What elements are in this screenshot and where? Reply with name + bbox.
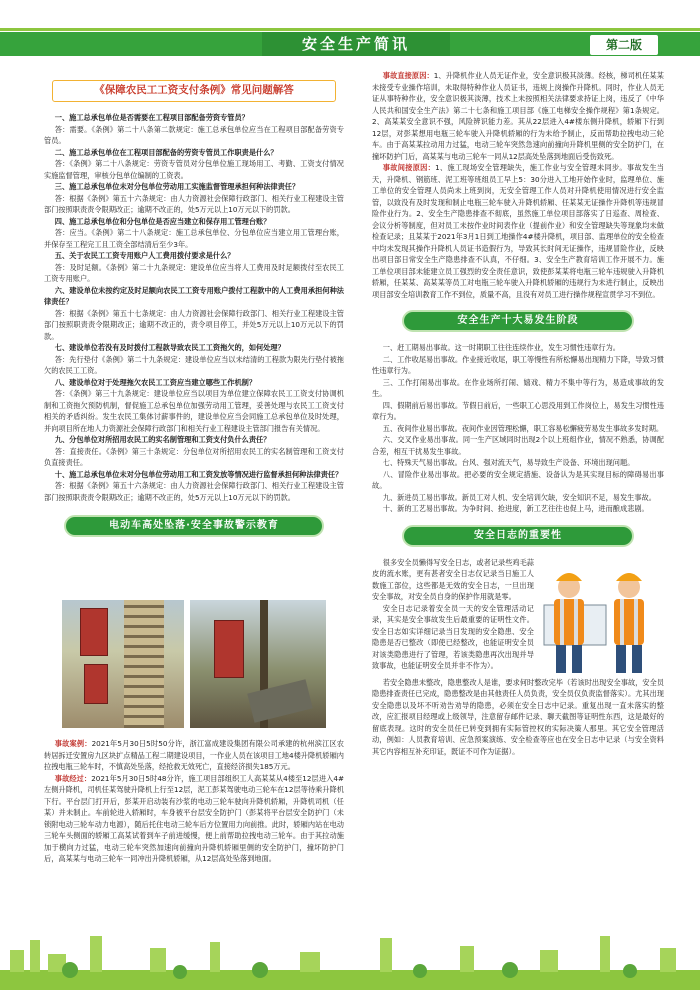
construction-workers-icon	[534, 557, 664, 677]
log-top	[372, 557, 664, 677]
stages-banner-title: 安全生产十大易发生阶段	[457, 315, 579, 327]
qa-question: 五、关于农民工工资专用账户人工费用拨付要求是什么？	[54, 251, 235, 260]
qa-answer: 答：先行垫付《条例》第二十九条规定：建设单位应当以未结清的工程款为限先行垫付被拖欠的农民工工资。	[44, 354, 344, 375]
city-skyline-footer	[0, 930, 700, 990]
stage-item: 二、工作收尾易出事故。作业接近收尾，职工等慢性有所松懈易出现精力下降，导致习惯性违章行为。	[372, 354, 664, 375]
qa-answer: 答：《条例》第三十九条规定：建设单位应当以项目为单位建立保障农民工工资支付协调机制和工资拖欠预防机制，督促施工总承包单位加强劳动用工管理，妥善处理与农民工工资支付相关的矛盾纠纷。发生农民工集体讨薪事件的，建设单位应当会同施工总承包单位及时处理，并向项目所在地人力资源社会保障行政部门和相关行业工程建设主管部门报告有关情况。	[44, 389, 344, 433]
case-overview-text: 2021年5月30日5时50分许，浙江富成建设集团有限公司承建的杭州滨江区农转居拆迁安置房九区块扩点精品工程二期建设项目，一作业人员在该项目工地4楼升降机轿厢内拉拽电瓶三轮车时，不慎高处坠落，经抢救无效死亡，直接经济损失185万元。	[44, 739, 344, 771]
qa-banner-title: 《保障农民工工资支付条例》常见问题解答	[94, 84, 294, 97]
qa-question: 七、建设单位若没有及时拨付工程款导致农民工工资拖欠的，如何处理？	[54, 343, 285, 352]
qa-question: 四、施工总承包单位和分包单位是否应当建立和保存用工管理台账？	[54, 216, 271, 226]
stage-item: 八、冒险作业易出事故。把必要的安全规定措施、设备认为是其实现目标的障碍易出事故。	[372, 469, 664, 490]
edition-label: 第二版	[590, 35, 658, 55]
qa-answer: 答：直接责任。《条例》第三十条规定：分包单位对所招用农民工的实名制管理和工资支付负直接责任。	[44, 446, 344, 467]
qa-question: 八、建设单位对于处理拖欠农民工工资应当建立哪些工作机制？	[54, 377, 257, 387]
qa-question: 二、施工总承包单位在工程项目部配备的劳资专管员工作职责是什么？	[54, 147, 278, 157]
qa-answer: 答：应当。《条例》第二十八条规定：施工总承包单位、分包单位应当建立用工管理台账，并保存至工程完工且工资全部结清后至少3年。	[44, 228, 344, 249]
log-para-3: 若安全隐患未整改，隐患整改人是谁，要求何时整改完毕（若该时出现安全事故，安全员隐患排查责任已完成，隐患整改是由其他责任人员负责，安全员仅负责监督落实）。尤其出现安全隐患以及坏不听劝告劝导的隐患，必须在安全日志中记录。重复出现一直未落实的整改，应汇报项目经理或上级领导，注意留存邮件记录、聊天截图等证明性东西，这是最好的留底表现。这时的安全员任已转变到拥有实际管控权的实际决策人那里。其它安全管理活动，例如：人员教育培训、应急预案演练、安全检查等应也在安全日志中记录（与安全资料其它内容相互补充印证，既证不可作为证据）。	[372, 677, 664, 756]
indirect-cause-label: 事故间接原因：	[382, 163, 436, 172]
case-process	[44, 773, 344, 865]
case-overview-label: 事故案例：	[54, 739, 92, 748]
stage-item: 一、赶工期易出事故。这一时期职工往往连续作业，发生习惯性违章行为。	[382, 343, 620, 352]
log-text-top	[372, 557, 534, 677]
hoist-photo-1	[62, 600, 184, 728]
qa-answer: 答：根据《条例》第五十六条规定：由人力资源社会保障行政部门、相关行业工程建设主管部门按照职责责令限期改正；逾期不改正的，处5万元以上10万元以下的罚款。	[44, 481, 344, 502]
accident-photos	[44, 600, 344, 728]
stage-item: 五、夜间作业易出事故。夜间作业因管理松懈，职工容易松懈疲劳易发生事故多发时期。	[382, 423, 664, 433]
header-stripe	[0, 28, 700, 31]
qa-answer: 答：及时足额。《条例》第二十九条规定：建设单位应当将人工费用及时足额拨付至农民工工资专用账户。	[44, 262, 344, 283]
left-column	[44, 60, 344, 547]
workers-illustration	[534, 557, 664, 677]
stage-item: 四、假期前后易出事故。节假日前后，一些职工心思没用到工作岗位上，易发生习惯性违章行为。	[372, 400, 664, 421]
header-bar-left	[0, 32, 262, 56]
case-section	[44, 738, 344, 865]
qa-list	[44, 112, 344, 503]
indirect-cause	[372, 162, 664, 300]
qa-question: 三、施工总承包单位未对分包单位劳动用工实施监督管理承担何种法律责任？	[54, 182, 300, 191]
qa-question: 十、施工总承包单位未对分包单位劳动用工和工资发放等情况进行监督承担何种法律责任？	[54, 469, 343, 479]
qa-question: 六、建设单位未按约定及时足额向农民工工资专用账户拨付工程款中的人工费用承担何种法律责任？	[44, 285, 344, 306]
log-para-1: 很多安全员懒得写安全日志，或者记录些鸡毛蒜皮的流水账，更有甚者安全日志仅记录当日施工人数施工部位，这些都是无效的安全日志，一旦出现安全事故，对安全员自身的保护作用就是零。	[372, 557, 534, 601]
direct-cause-label: 事故直接原因：	[382, 71, 434, 80]
header	[0, 0, 700, 60]
case-overview	[44, 738, 344, 773]
log-banner	[402, 525, 634, 547]
qa-question: 九、分包单位对所招用农民工的实名制管理和工资支付负什么责任？	[54, 435, 271, 444]
newsletter-title: 安全生产简讯	[301, 35, 410, 53]
stage-item: 九、新进员工易出事故。新员工对人机、安全培训欠缺，安全知识不足，易发生事故。	[382, 492, 656, 502]
warning-banner	[64, 515, 324, 537]
case-process-label: 事故经过：	[54, 773, 92, 783]
qa-question: 一、施工总承包单位是否需要在工程项目部配备劳资专管员？	[54, 113, 249, 122]
stage-item: 十、新的工艺易出事故。为争时间、抢进度，新工艺往往也促上马，进而酿成悲剧。	[382, 504, 649, 513]
warning-banner-title: 电动车高处坠落·安全事故警示教育	[109, 520, 279, 532]
qa-banner	[52, 80, 336, 102]
stage-item: 七、特殊天气易出事故。台风、强对流天气，易导致生产设备、环境出现问题。	[382, 458, 635, 467]
log-para-2: 安全日志记录着安全员一天的安全管理活动记录，其实是安全事故发生后最重要的证明性文件。安全日志如实详细记录当日发现的安全隐患、安全隐患是否已整改（即使已经整改，也能证明安全员对该类隐患进行了管理，若该类隐患再次出现并导致事故，也能证明安全员并非不作为）。	[372, 603, 534, 670]
header-bar-right	[450, 32, 700, 56]
hoist-photo-2	[190, 600, 326, 728]
stage-item: 六、交叉作业易出事故。同一生产区域同时出现2个以上班组作业，情况不熟悉，协调配合差，相互干扰易发生事故。	[372, 435, 664, 456]
direct-cause	[372, 70, 664, 162]
log-banner-title: 安全日志的重要性	[474, 529, 562, 541]
qa-answer: 答：根据《条例》第五十七条规定：由人力资源社会保障行政部门、相关行业工程建设主管部门按照职责责令限期改正；逾期不改正的，责令项目停工，并处5万元以上10万元以下的罚款。	[44, 308, 344, 341]
qa-answer: 答：需要。《条例》第二十八条第二款规定：施工总承包单位应当在工程项目部配备劳资专管员。	[44, 124, 344, 145]
direct-cause-text: 1、升降机作业人员无证作业，安全意识极其淡薄。经核，梯司机任某某未接受专业操作培训，未取得特种作业人员证书，违规上岗操作升降机。同时，作业人员无证从事特种作业，安全意识极其淡薄，技术上未按照相关法律要求持证上岗，违反了《中华人民共和国安全生产法》第二十七条和施工项目部《施工电梯安全操作规程》第1条规定。2、高某某安全意识不强，风险辨识能力差。其从22层进入4#楼东侧升降机，轿厢下行到12层，对彭某想用电瓶三轮车驶入升降机轿厢的行为未给予制止，反而帮助拉拽电动三轮车。由于高某某拉动用力过猛，电动三轮车突然急速向前撞向升降机里侧的安全防护门，在撞坏防护门后，高某某与电动三轮车一同从12层高处坠落到地面后受伤致死。	[372, 71, 664, 161]
indirect-cause-text: 1、施工现场安全管理缺失，施工作业与安全管理未同步。事故发生当天，升降机、钢筋班、泥工班等班组员工早上5：30分进入工地开始作业时，监理单位、施工单位的安全管理人员尚未上班到岗，无安全管理工作人员对升降机使用情况进行安全监管，以致没有及时发现和制止电瓶三轮车驶入升降机轿厢、任某某无证操作升降机等违规冒险作业行为。2、安全生产隐患排查不彻底，虽然施工单位项目部落实了日巡查、周检查、会议分析等制度，但对员工未按作业时间表作业（提前作业）和安全管理缺失等现象均未做检查记录；且某某于2021年3月1日到工地操作4#楼升降机，项目部、监理单位的安全检查中均未发现其操作升降机人员证书造假行为，导致其长时间无证操作，违规冒险作业，反映出项目部日常安全生产隐患排查不认真，不仔细。3、安全生产教育培训工作开展不力。施工单位项目部未能建立员工强烈的安全责任意识，致使彭某某将电瓶三轮车违规驶入升降机轿厢，任某某、高某某等员工对电瓶三轮车驶入升降机轿厢的违规行为未进行制止，反映出项目部安全培训教育工作不到位，质量不高，且没有对员工进行操作规程宣贯学习不到位。	[372, 163, 664, 299]
case-process-text: 2021年5月30日5时48分许，施工项目部组织工人高某某从4楼至12层进入4#左侧升降机，司机任某驾驶升降机上行至12层，泥工彭某驾驶电动三轮车在12层等待乘升降机下行。平台层门打开后，彭某开启动装有沙浆的电动三轮车驶向升降机轿厢，升降机司机（任某）并未制止。车前轮进入轿厢时，车身被平台层安全防护门（彭某将平台层安全防护门（未锁附电动三轮车动力电源），随后托住电动三轮车后方位置用力向前推。此时，轿厢内站在电动三轮车头侧面的轿厢工高某试着到车子前进缓慢，便上前帮助拉拽电动三轮车。由于其拉动施加于横向力过猛，电动三轮车突然加速向前撞向升降机轿厢里侧的安全防护门，撞坏防护门后，高某某与电动三轮车一同冲出升降机轿厢，从12层高处坠落到地面。	[44, 773, 344, 863]
stage-item: 三、工作打闹易出事故。在作业场所打闹、嬉戏、精力不集中等行为，易造成事故的发生。	[372, 377, 664, 398]
right-column	[372, 60, 664, 757]
qa-answer: 答：根据《条例》第五十六条规定：由人力资源社会保障行政部门、相关行业工程建设主管部门按照职责责令限期改正；逾期不改正的，处5万元以上10万元以下的罚款。	[44, 193, 344, 214]
stages-list	[372, 342, 664, 515]
qa-answer: 答：《条例》第二十八条规定：劳资专管员对分包单位施工现场用工、考勤、工资支付情况实施监督管理，审核分包单位编制的工资表。	[44, 159, 344, 180]
stages-banner	[402, 310, 634, 332]
